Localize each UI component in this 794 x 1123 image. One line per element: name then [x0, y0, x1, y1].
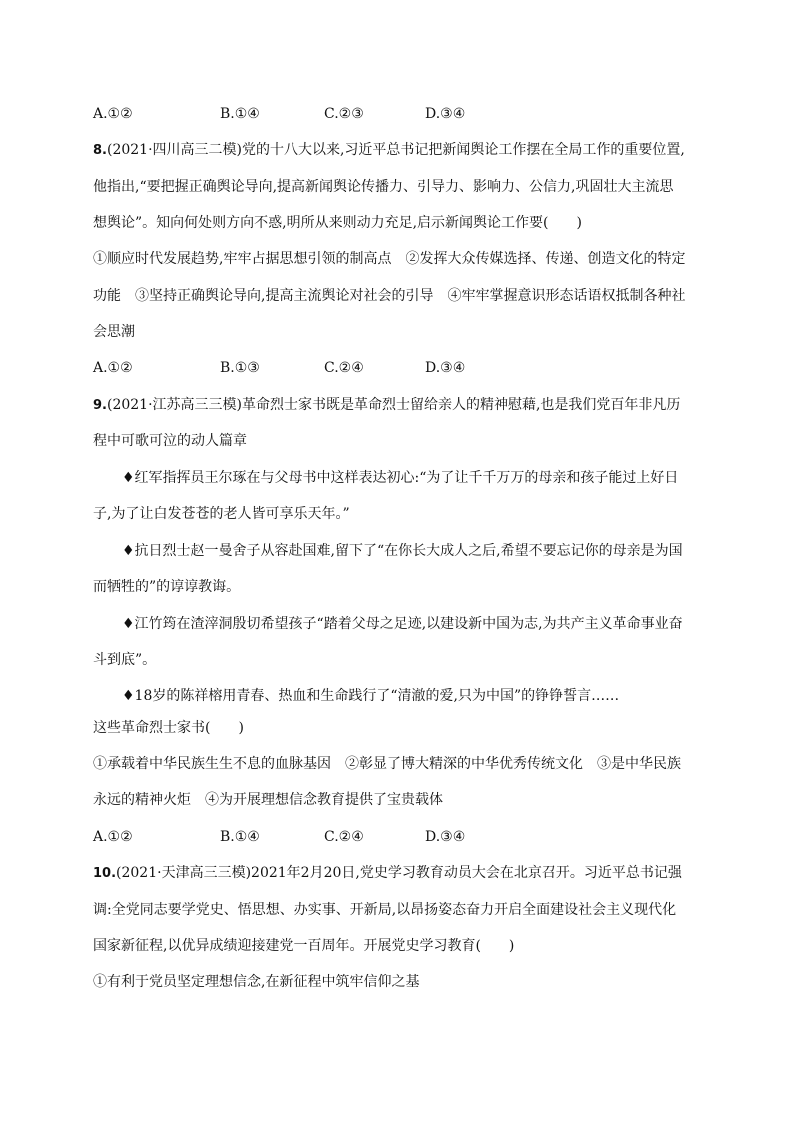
option-d: D.③④: [425, 360, 466, 376]
q8-stem-line-2: 他指出,“要把握正确舆论导向,提高新闻舆论传播力、引导力、影响力、公信力,巩固壮大主流思: [93, 179, 674, 195]
q8-statement-line-2: 功能 ③坚持正确舆论导向,提高主流舆论对社会的引导 ④牢牢掌握意识形态话语权抵制各种社: [93, 288, 686, 304]
q8-statement-line-1: ①顺应时代发展趋势,牢牢占据思想引领的制高点 ②发挥大众传媒选择、传递、创造文化的特定: [93, 251, 686, 267]
q9-question-stem: 这些革命烈士家书( ): [93, 720, 244, 736]
q9-quote-line-3: ♦抗日烈士赵一曼舍子从容赴国难,留下了“在你长大成人之后,希望不要忘记你的母亲是为国: [122, 543, 683, 559]
option-a: A.①②: [93, 829, 133, 845]
option-b: B.①④: [220, 829, 260, 845]
q9-quote-line-2: 子,为了让白发苍苍的老人皆可享乐天年。”: [93, 506, 350, 522]
option-a: A.①②: [93, 360, 133, 376]
option-a: A.①②: [93, 106, 133, 122]
q10-statement-line-1: ①有利于党员坚定理想信念,在新征程中筑牢信仰之基: [93, 974, 420, 990]
q9-quote-line-5: ♦江竹筠在渣滓洞殷切希望孩子“踏着父母之足迹,以建设新中国为志,为共产主义革命事业奋: [122, 616, 683, 632]
q8-text: (2021·四川高三二模)党的十八大以来,习近平总书记把新闻舆论工作摆在全局工作的重要位置,: [106, 142, 685, 158]
q9-options: [93, 827, 466, 847]
q9-quote-line-4: 而牺牲的”的谆谆教诲。: [93, 579, 241, 595]
q10-stem-line-2: 调:全党同志要学党史、悟思想、办实事、开新局,以昂扬姿态奋力开启全面建设社会主义现代化: [93, 902, 677, 918]
q8-statement-line-3: 会思潮: [93, 324, 135, 340]
q9-text: (2021·江苏高三三模)革命烈士家书既是革命烈士留给亲人的精神慰藉,也是我们党百年非凡历: [106, 397, 681, 413]
q8-stem-line-3: 想舆论”。知向何处则方向不惑,明所从来则动力充足,启示新闻舆论工作要( ): [93, 215, 582, 231]
option-d: D.③④: [425, 829, 466, 845]
q10-stem-line-1: [93, 863, 682, 884]
q9-quote-line-7: ♦18岁的陈祥榕用青春、热血和生命践行了“清澈的爱,只为中国”的铮铮誓言……: [122, 688, 620, 704]
option-c: C.②③: [324, 106, 364, 122]
option-b: B.①④: [220, 106, 260, 122]
q9-stem-line-1: [93, 395, 680, 416]
q9-statement-line-1: ①承载着中华民族生生不息的血脉基因 ②彰显了博大精深的中华优秀传统文化 ③是中华民族: [93, 756, 681, 772]
q9-stem-line-2: 程中可歌可泣的动人篇章: [93, 433, 247, 449]
option-c: C.②④: [324, 829, 364, 845]
options-row: [93, 104, 466, 124]
q10-text: (2021·天津高三三模)2021年2月20日,党史学习教育动员大会在北京召开。习近平总书记强: [116, 865, 682, 881]
question-number: 10.: [93, 866, 117, 881]
q9-quote-line-1: ♦红军指挥员王尔琢在与父母书中这样表达初心:“为了让千千万万的母亲和孩子能过上好日: [122, 470, 679, 486]
option-d: D.③④: [425, 106, 466, 122]
q9-statement-line-2: 永远的精神火炬 ④为开展理想信念教育提供了宝贵载体: [93, 792, 443, 808]
q9-quote-line-6: 斗到底”。: [93, 652, 157, 668]
question-number: 9.: [93, 398, 107, 413]
q8-stem-line-1: [93, 140, 685, 161]
option-b: B.①③: [220, 360, 260, 376]
q8-options: [93, 358, 466, 378]
option-c: C.②④: [324, 360, 364, 376]
q10-stem-line-3: 国家新征程,以优异成绩迎接建党一百周年。开展党史学习教育( ): [93, 938, 515, 954]
question-number: 8.: [93, 143, 107, 158]
